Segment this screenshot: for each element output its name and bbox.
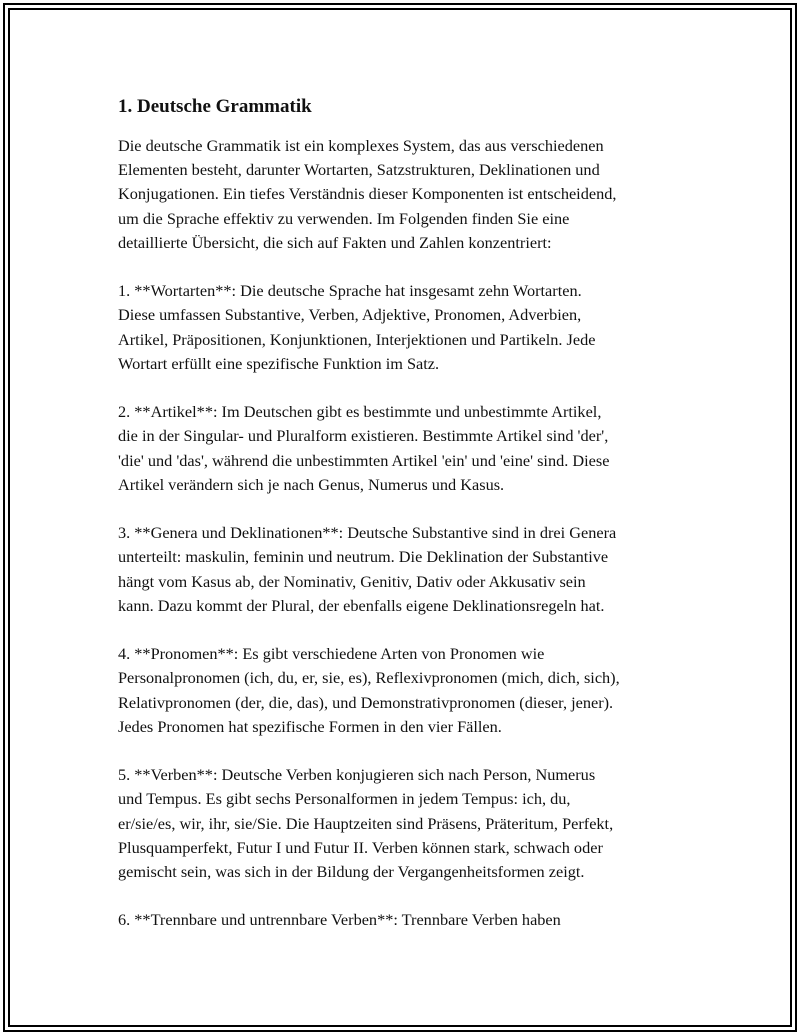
paragraph-intro: Die deutsche Grammatik ist ein komplexes System, das aus verschiedenen Elementen besteht, darunter Wortarten, Satzstrukturen, Deklinationen und Konjugationen. Ein tiefes Verständnis dieser Komponenten ist entscheidend, um die Sprache effektiv zu verwenden. Im Folgenden finden Sie eine detaillierte Übersicht, die sich auf Fakten und Zahlen konzentriert: [118,136,617,252]
paragraph-wortarten: 1. **Wortarten**: Die deutsche Sprache hat insgesamt zehn Wortarten. Diese umfassen Substantive, Verben, Adjektive, Pronomen, Adverbien, Artikel, Präpositionen, Konjunktionen, Interjektionen und Partikeln. Jede Wortart erfüllt eine spezifische Funktion im Satz. [118,281,596,373]
document-title: 1. Deutsche Grammatik [118,96,312,117]
paragraph-verben: 5. **Verben**: Deutsche Verben konjugieren sich nach Person, Numerus und Tempus. Es gibt sechs Personalformen in jedem Tempus: ich, du, er/sie/es, wir, ihr, sie/Sie. Die Hauptzeiten sind Präsens, Präteritum, Perfekt, Plusquamperfekt, Futur I und Futur II. Verben können stark, schwach oder gemischt sein, was sich in der Bildung der Vergangenheitsformen zeigt. [118,765,614,882]
document-page [118,94,698,957]
paragraph-artikel: 2. **Artikel**: Im Deutschen gibt es bestimmte und unbestimmte Artikel, die in der Singular- und Pluralform existieren. Bestimmte Artikel sind 'der', 'die' und 'das', während die unbestimmten Artikel 'ein' und 'eine' sind. Diese Artikel verändern sich je nach Genus, Numerus und Kasus. [118,402,610,494]
paragraph-pronomen: 4. **Pronomen**: Es gibt verschiedene Arten von Pronomen wie Personalpronomen (ich, du, er, sie, es), Reflexivpronomen (mich, dich, sich), Relativpronomen (der, die, das), und Demonstrativpronomen (dieser, jener). Jedes Pronomen hat spezifische Formen in den vier Fällen. [118,644,620,736]
paragraph-trennbare-verben: 6. **Trennbare und untrennbare Verben**: Trennbare Verben haben [118,910,561,930]
paragraph-genera-deklinationen: 3. **Genera und Deklinationen**: Deutsche Substantive sind in drei Genera unterteilt: maskulin, feminin und neutrum. Die Deklination der Substantive hängt vom Kasus ab, der Nominativ, Genitiv, Dativ oder Akkusativ sein kann. Dazu kommt der Plural, der ebenfalls eigene Deklinationsregeln hat. [118,523,617,615]
